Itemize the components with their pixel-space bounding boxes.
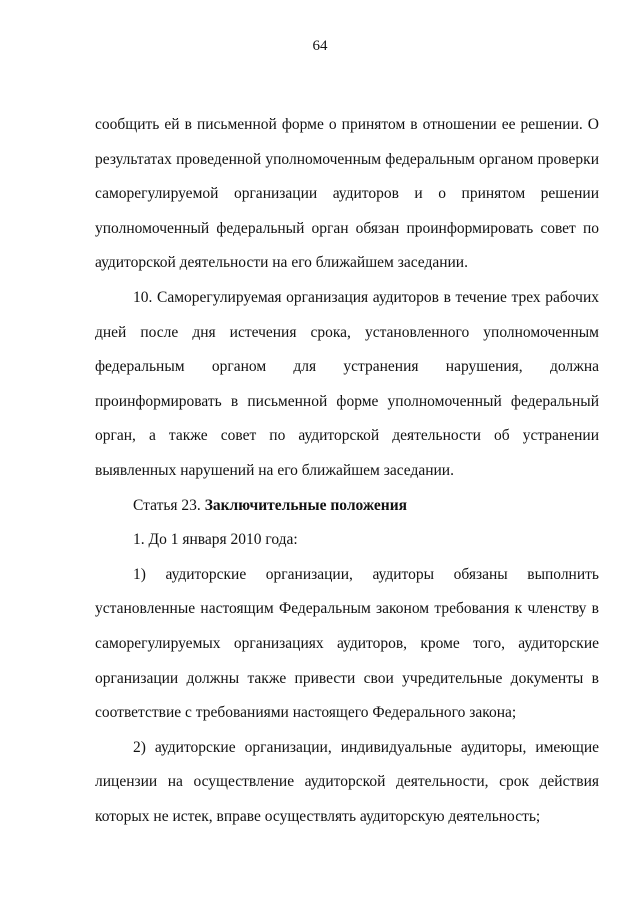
article-title: Заключительные положения (204, 496, 408, 514)
document-body (95, 108, 599, 834)
paragraph-item-10: 10. Саморегулируемая организация аудиторов в течение трех рабочих дней после дня истечения срока, установленного уполномоченным федеральным органом для устранения нарушения, должна проинформировать в письменной форме уполномоченный федеральный орган, а также совет по аудиторской деятельности об устранении выявленных нарушений на его ближайшем заседании. (95, 288, 599, 479)
subclause-1: 1) аудиторские организации, аудиторы обязаны выполнить установленные настоящим Федеральным законом требования к членству в саморегулируемых организациях аудиторов, кроме того, аудиторские организации должны также привести свои учредительные документы в соответствие с требованиями настоящего Федерального закона; (95, 565, 599, 722)
article-heading (95, 489, 599, 524)
article-label: Статья 23. (133, 496, 205, 514)
subclause-2: 2) аудиторские организации, индивидуальные аудиторы, имеющие лицензии на осуществление аудиторской деятельности, срок действия которых не истек, вправе осуществлять аудиторскую деятельность; (95, 738, 599, 825)
page-number: 64 (312, 38, 328, 54)
paragraph-continuation: сообщить ей в письменной форме о принятом в отношении ее решении. О результатах проведенной уполномоченным федеральным органом проверки саморегулируемой организации аудиторов и о принятом решении уполномоченный федеральный орган обязан проинформировать совет по аудиторской деятельности на его ближайшем заседании. (95, 116, 599, 272)
clause-1: 1. До 1 января 2010 года: (133, 531, 298, 549)
